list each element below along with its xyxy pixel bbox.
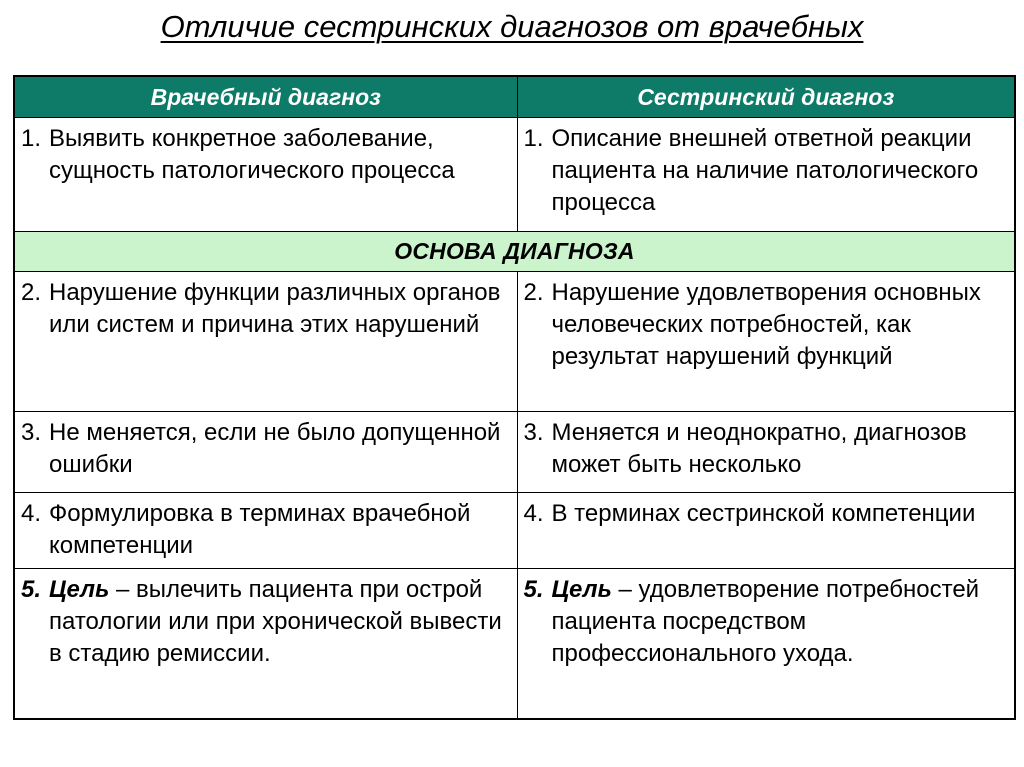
- comparison-table: [13, 75, 1016, 720]
- item-number: 3.: [21, 419, 42, 446]
- table-cell-medical: [14, 569, 517, 719]
- table-cell-medical: [14, 412, 517, 493]
- table-cell-nursing: [517, 118, 1015, 232]
- table-cell-medical: [14, 118, 517, 232]
- item-text: Нарушение удовлетворения основных человеческих потребностей, как результат нарушений функций: [551, 279, 981, 370]
- section-row: [14, 232, 1015, 272]
- table-cell-nursing: [517, 272, 1015, 412]
- table-cell-medical: [14, 272, 517, 412]
- table-header-row: [14, 76, 1015, 118]
- table-row: [14, 569, 1015, 719]
- item-text: [49, 574, 511, 670]
- item-text: Выявить конкретное заболевание, сущность патологического процесса: [49, 125, 455, 184]
- item-number: 4.: [523, 500, 544, 527]
- item-number: 5.: [523, 576, 544, 603]
- table-row: [14, 118, 1015, 232]
- goal-label: Цель: [551, 576, 612, 603]
- goal-text: – удовлетворение потребностей пациента посредством профессионального ухода.: [551, 576, 980, 667]
- item-text: Описание внешней ответной реакции пациента на наличие патологического процесса: [551, 125, 979, 216]
- header-nursing-diagnosis: Сестринский диагноз: [517, 76, 1015, 118]
- table-cell-nursing: [517, 569, 1015, 719]
- item-text: [552, 574, 1009, 670]
- goal-label: Цель: [49, 576, 110, 603]
- item-text: Не меняется, если не было допущенной ошибки: [49, 419, 501, 478]
- table-row: [14, 272, 1015, 412]
- item-number: 5.: [21, 576, 42, 603]
- table-cell-nursing: [517, 493, 1015, 569]
- item-number: 1.: [21, 125, 42, 152]
- item-text: В терминах сестринской компетенции: [551, 500, 976, 527]
- table-row: [14, 493, 1015, 569]
- item-number: 3.: [523, 419, 544, 446]
- table-cell-medical: [14, 493, 517, 569]
- item-text: Меняется и неоднократно, диагнозов может быть несколько: [551, 419, 967, 478]
- item-number: 4.: [21, 500, 42, 527]
- goal-text: – вылечить пациента при острой патологии или при хронической вывести в стадию ремиссии.: [49, 576, 502, 667]
- table-cell-nursing: [517, 412, 1015, 493]
- item-number: 2.: [21, 279, 42, 306]
- item-text: Формулировка в терминах врачебной компетенции: [49, 500, 471, 559]
- table-row: [14, 412, 1015, 493]
- header-medical-diagnosis: Врачебный диагноз: [14, 76, 517, 118]
- section-label: ОСНОВА ДИАГНОЗА: [14, 232, 1015, 272]
- slide-title: Отличие сестринских диагнозов от врачебных: [160, 9, 864, 44]
- item-number: 1.: [523, 125, 544, 152]
- item-text: Нарушение функции различных органов или систем и причина этих нарушений: [49, 279, 501, 338]
- item-number: 2.: [523, 279, 544, 306]
